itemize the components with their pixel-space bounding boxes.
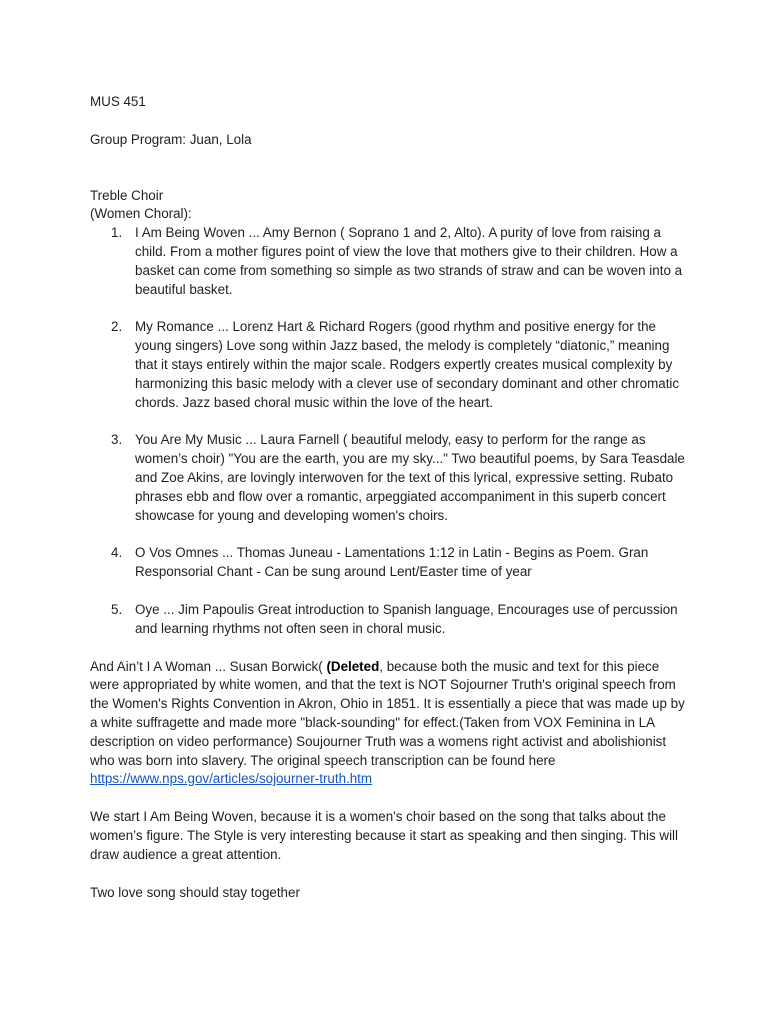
list-item	[111, 601, 688, 639]
course-code: MUS 451	[90, 94, 146, 109]
list-number: 2.	[111, 319, 123, 335]
section-subtitle: (Women Choral):	[90, 206, 192, 222]
list-item	[111, 431, 688, 525]
list-number: 1.	[111, 225, 123, 241]
list-item	[111, 544, 688, 582]
list-number: 5.	[111, 601, 123, 617]
sojourner-truth-link[interactable]: https://www.nps.gov/articles/sojourner-truth.htm	[90, 771, 373, 787]
list-item-text: O Vos Omnes ... Thomas Juneau - Lamentations 1:12 in Latin - Begins as Poem. Gran Responsorial Chant - Can be sung around Lent/Easter time of year	[135, 545, 649, 580]
piece-list	[90, 224, 688, 638]
deleted-piece-lead: And Ain’t I A Woman ... Susan Borwick(	[90, 658, 327, 674]
deleted-label: (Deleted	[326, 658, 380, 674]
list-item-text: Oye ... Jim Papoulis Great introduction to Spanish language, Encourages use of percussion and learning rhythms not often seen in choral music.	[135, 601, 678, 636]
section-title: Treble Choir	[90, 187, 164, 203]
list-item-text: I Am Being Woven ... Amy Bernon ( Soprano 1 and 2, Alto). A purity of love from raising a child. From a mother figures point of view the love that mothers give to their children. How a basket can come from something so simple as two strands of straw and can be woven into a beautiful basket.	[135, 225, 683, 297]
list-number: 3.	[111, 432, 123, 448]
group-program: Group Program: Juan, Lola	[90, 131, 252, 147]
list-item-text: My Romance ... Lorenz Hart & Richard Rogers (good rhythm and positive energy for the young singers) Love song within Jazz based, the melody is completely “diatonic,” meaning that it stays entirely within the major scale. Rodgers expertly creates musical complexity by harmonizing this basic melody with a clever use of secondary dominant and other chromatic chords. Jazz based choral music within the love of the heart.	[135, 319, 680, 410]
deleted-piece-paragraph	[90, 658, 688, 790]
deleted-piece-body: , because both the music and text for this piece were appropriated by white women, and that the text is NOT Sojourner Truth's original speech from the Women's Rights Convention in Akron, Ohio in 1851. It is essentially a piece that was made up by a white suffragette and made more "black-sounding" for effect.(Taken from VOX Feminina in LA description on video performance) Soujourner Truth was a womens right activist and abolishionist who was born into slavery. The original speech transcription can be found here	[90, 658, 685, 768]
list-item	[111, 224, 688, 299]
list-item-text: You Are My Music ... Laura Farnell ( beautiful melody, easy to perform for the range as women’s choir) "You are the earth, you are my sky..." Two beautiful poems, by Sara Teasdale and Zoe Akins, are lovingly interwoven for the text of this lyrical, expressive setting. Rubato phrases ebb and flow over a romantic, arpeggiated accompaniment in this superb concert showcase for young and developing women's choirs.	[135, 432, 685, 523]
list-item	[111, 318, 688, 412]
list-number: 4.	[111, 545, 123, 561]
program-order-paragraph: We start I Am Being Woven, because it is a women's choir based on the song that talks about the women’s figure. The Style is very interesting because it start as speaking and then singing. This will draw audience a great attention.	[90, 809, 679, 862]
closing-paragraph: Two love song should stay together	[90, 884, 300, 900]
